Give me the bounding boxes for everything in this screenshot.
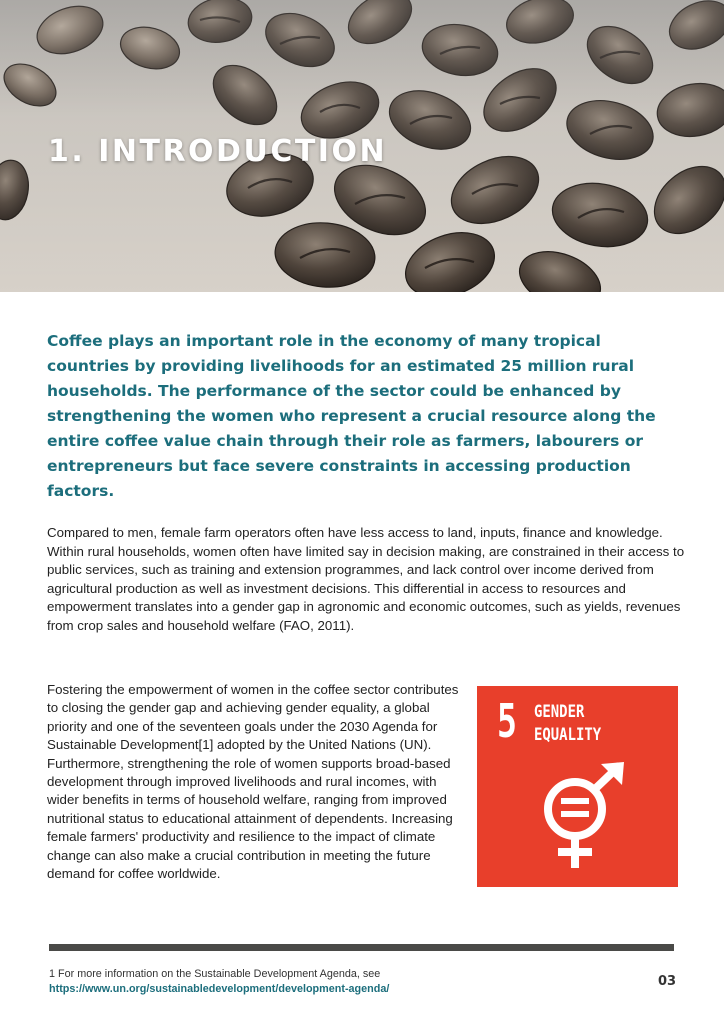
body-paragraph: Compared to men, female farm operators often have less access to land, inputs, finance and knowledge. Within rural households, women often have limited say in decision making, are constrained in their access to public services, such as training and extension programmes, and lack control over income derived from agricultural production as well as investment decisions. This differential in access to resources and empowerment translates into a gender gap in agronomic and economic outcomes, such as yields, revenues from crop sales and household welfare (FAO, 2011).	[47, 525, 685, 633]
lead-paragraph: Coffee plays an important role in the economy of many tropical countries by providing livelihoods for an estimated 25 million rural households. The performance of the sector could be enhanced by strengthening the women who represent a crucial resource along the entire coffee value chain through their role as farmers, labourers or entrepreneurs but face severe constraints in accessing production factors.	[47, 332, 656, 500]
body-paragraph-column	[47, 681, 465, 883]
sdg-label: GENDER EQUALITY	[534, 702, 602, 745]
footnote	[49, 967, 509, 997]
page-title: 1. INTRODUCTION	[48, 134, 388, 169]
gender-equality-icon	[477, 686, 678, 887]
body-paragraph: Furthermore, strengthening the role of women supports broad-based development through improved livelihoods and rural incomes, with wider benefits in terms of household welfare, ranging from improved nutritional status to educational attainment of dependents. Increasing female farmers' productivity and resilience to the impact of climate change can also make a crucial contribution in meeting the future demand for coffee worldwide.	[47, 755, 453, 882]
footer-divider	[49, 944, 674, 951]
footnote-link[interactable]: https://www.un.org/sustainabledevelopment/development-agenda/	[49, 983, 390, 995]
page-number: 03	[658, 974, 677, 989]
body-paragraph: Fostering the empowerment of women in the coffee sector contributes to closing the gender gap and achieving gender equality, a global priority and one of the seventeen goals under the 2030 Agenda for Sustainable Development[1] adopted by the United Nations (UN).	[47, 682, 459, 753]
sdg-badge	[477, 686, 678, 887]
sdg-number: 5	[497, 694, 517, 748]
footnote-text: 1 For more information on the Sustainable Development Agenda, see	[49, 968, 381, 980]
hero-banner	[0, 0, 724, 292]
